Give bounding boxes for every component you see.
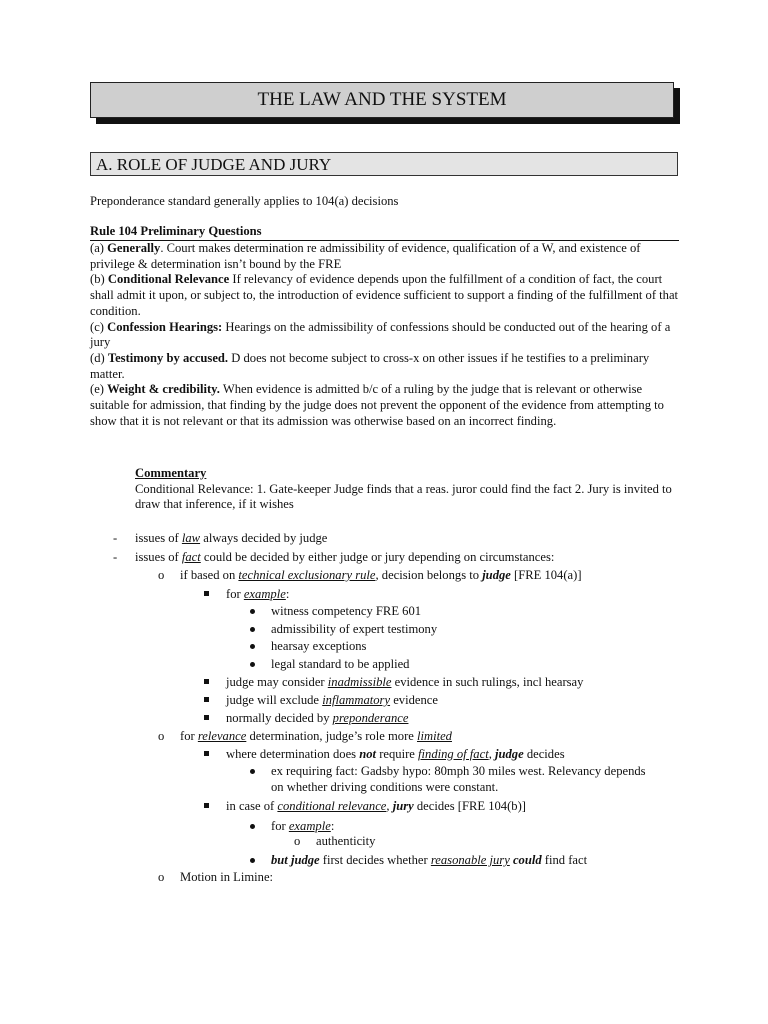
square-bullet bbox=[204, 591, 209, 596]
outline-conditional: in case of conditional relevance, jury decides [FRE 104(b)] bbox=[226, 799, 526, 813]
dash-bullet: - bbox=[113, 550, 118, 564]
rules-list bbox=[90, 241, 680, 429]
outline-not-finding: where determination does not require finding of fact, judge decides bbox=[226, 747, 565, 761]
dot-bullet bbox=[250, 609, 255, 614]
outline-technical: if based on technical exclusionary rule, decision belongs to judge [FRE 104(a)] bbox=[180, 568, 582, 582]
dot-bullet bbox=[250, 644, 255, 649]
outline-example-2: for example: bbox=[271, 819, 335, 833]
outline-limine: Motion in Limine: bbox=[180, 870, 274, 884]
outline-inflammatory: judge will exclude inflammatory evidence bbox=[226, 693, 438, 707]
gadsby-example: ex requiring fact: Gadsby hypo: 80mph 30 miles west. Relevancy depends on whether driving conditions were constant. bbox=[271, 764, 646, 794]
dot-bullet bbox=[250, 858, 255, 863]
rule-d: (d) Testimony by accused. D does not become subject to cross-x on other issues if he testifies to a preliminary matter. bbox=[90, 350, 650, 381]
outline-preponderance: normally decided by preponderance bbox=[226, 711, 409, 725]
rule-heading: Rule 104 Preliminary Questions bbox=[90, 224, 679, 241]
rule-c: (c) Confession Hearings: Hearings on the admissibility of confessions should be conducted out of the hearing of a jury bbox=[90, 319, 671, 350]
circle-bullet: o bbox=[158, 870, 165, 884]
circle-bullet: o bbox=[158, 568, 165, 582]
example-item: legal standard to be applied bbox=[271, 657, 410, 671]
dot-bullet bbox=[250, 662, 255, 667]
rule-a: (a) Generally. Court makes determination re admissibility of evidence, qualification of a W, and existence of privilege & determination isn’t bound by the FRE bbox=[90, 241, 641, 271]
dot-bullet bbox=[250, 824, 255, 829]
square-bullet bbox=[204, 679, 209, 684]
intro-text: Preponderance standard generally applies to 104(a) decisions bbox=[90, 194, 399, 208]
outline-example: for example: bbox=[226, 587, 290, 601]
example-item: witness competency FRE 601 bbox=[271, 604, 422, 618]
commentary bbox=[135, 466, 675, 513]
square-bullet bbox=[204, 803, 209, 808]
dash-bullet: - bbox=[113, 531, 118, 545]
dot-bullet bbox=[250, 627, 255, 632]
dot-bullet bbox=[250, 769, 255, 774]
example-item: hearsay exceptions bbox=[271, 639, 367, 653]
circle-bullet: o bbox=[158, 729, 165, 743]
example-item: admissibility of expert testimony bbox=[271, 622, 438, 636]
rule-e: (e) Weight & credibility. When evidence is admitted b/c of a ruling by the judge that is relevant or otherwise suitable for admission, that finding by the judge does not prevent the opponent of the evidence from attempting to show that it is not relevant or that its admission was otherwise based on an incorrect finding. bbox=[90, 382, 664, 428]
commentary-text: Conditional Relevance: 1. Gate-keeper Judge finds that a reas. juror could find the fact 2. Jury is invited to draw that inference, if it wishes bbox=[135, 481, 672, 512]
square-bullet bbox=[204, 715, 209, 720]
outline-law: issues of law always decided by judge bbox=[135, 531, 328, 545]
outline-inadmissible: judge may consider inadmissible evidence in such rulings, incl hearsay bbox=[226, 675, 584, 689]
outline-fact: issues of fact could be decided by either judge or jury depending on circumstances: bbox=[135, 550, 555, 564]
section-heading: A. ROLE OF JUDGE AND JURY bbox=[90, 152, 678, 176]
rule-b: (b) Conditional Relevance If relevancy of evidence depends upon the fulfillment of a condition of fact, the court shall admit it upon, or subject to, the introduction of evidence sufficient to support a finding of the fulfillment of that condition. bbox=[90, 272, 679, 318]
authenticity-item: authenticity bbox=[316, 834, 376, 848]
page-title: THE LAW AND THE SYSTEM bbox=[90, 82, 674, 118]
commentary-heading: Commentary bbox=[135, 466, 207, 480]
circle-bullet: o bbox=[294, 834, 301, 848]
square-bullet bbox=[204, 697, 209, 702]
square-bullet bbox=[204, 751, 209, 756]
outline-but-judge: but judge first decides whether reasonable jury could find fact bbox=[271, 853, 588, 867]
outline-relevance: for relevance determination, judge’s role more limited bbox=[180, 729, 452, 743]
